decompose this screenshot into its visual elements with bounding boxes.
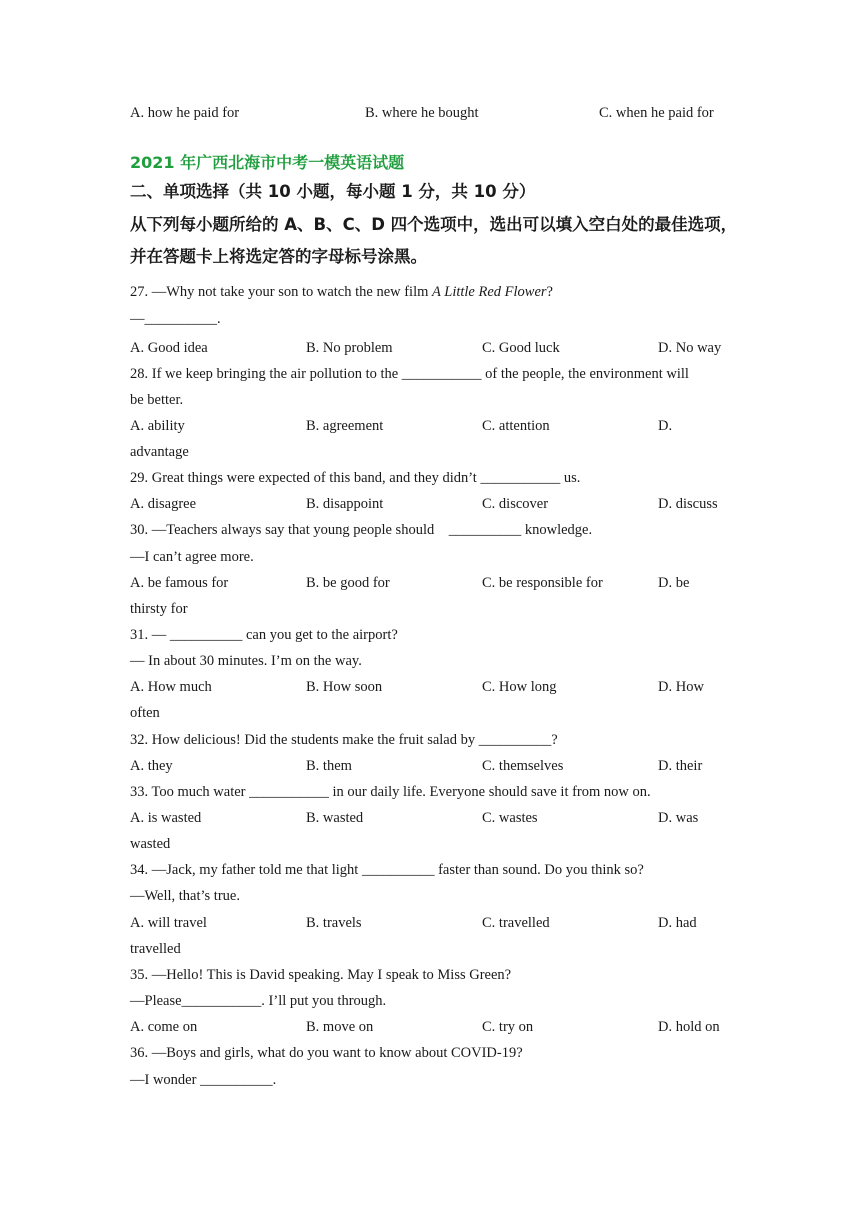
option-b: B. disappoint bbox=[306, 496, 384, 512]
question-29-stem: 29. Great things were expected of this band, and they didn’t ___________ us. bbox=[130, 470, 581, 486]
question-28-stem-cont: be better. bbox=[130, 392, 184, 408]
option-a: A. be famous for bbox=[130, 575, 229, 591]
option-d: D. bbox=[658, 418, 673, 434]
option-d-wrap: advantage bbox=[130, 444, 189, 460]
option-d-wrap: travelled bbox=[130, 941, 181, 957]
option-a: A. come on bbox=[130, 1019, 198, 1035]
question-27-stem: 27. —Why not take your son to watch the new film A Little Red Flower? bbox=[130, 284, 553, 300]
question-27-reply: —__________. bbox=[130, 311, 221, 327]
question-32-stem: 32. How delicious! Did the students make the fruit salad by __________? bbox=[130, 732, 558, 748]
option-d-wrap: wasted bbox=[130, 836, 171, 852]
question-34-stem: 34. —Jack, my father told me that light __________ faster than sound. Do you think so? bbox=[130, 862, 644, 878]
option-c: C. wastes bbox=[482, 810, 538, 826]
option-d: D. No way bbox=[658, 340, 722, 356]
option-c: C. How long bbox=[482, 679, 557, 695]
option-c: C. Good luck bbox=[482, 340, 560, 356]
question-27-options bbox=[130, 338, 750, 358]
section-heading: 二、单项选择（共 10 小题，每小题 1 分，共 10 分） bbox=[130, 182, 536, 201]
section-instructions: 从下列每小题所给的 A、B、C、D 四个选项中，选出可以填入空白处的最佳选项，并在答题卡上将选定答的字母标号涂黑。 bbox=[130, 215, 738, 266]
question-30-stem: 30. —Teachers always say that young people should __________ knowledge. bbox=[130, 522, 593, 538]
question-29-options bbox=[130, 494, 750, 514]
option-c: C. when he paid for bbox=[599, 105, 714, 121]
question-35-stem: 35. —Hello! This is David speaking. May I speak to Miss Green? bbox=[130, 967, 512, 983]
question-30-reply: —I can’t agree more. bbox=[130, 549, 254, 565]
question-34-reply: —Well, that’s true. bbox=[130, 888, 240, 904]
option-d: D. discuss bbox=[658, 496, 718, 512]
option-d: D. had bbox=[658, 915, 697, 931]
option-b: B. be good for bbox=[306, 575, 390, 591]
option-a: A. how he paid for bbox=[130, 105, 240, 121]
question-33-stem: 33. Too much water ___________ in our daily life. Everyone should save it from now on. bbox=[130, 784, 651, 800]
option-a: A. they bbox=[130, 758, 173, 774]
option-c: C. travelled bbox=[482, 915, 550, 931]
option-b: B. them bbox=[306, 758, 352, 774]
option-c: C. themselves bbox=[482, 758, 564, 774]
question-36-stem: 36. —Boys and girls, what do you want to know about COVID-19? bbox=[130, 1045, 523, 1061]
question-30-options bbox=[130, 573, 750, 593]
options-row-top bbox=[130, 103, 750, 123]
question-36-reply: —I wonder __________. bbox=[130, 1072, 277, 1088]
option-b: B. agreement bbox=[306, 418, 384, 434]
option-c: C. discover bbox=[482, 496, 549, 512]
option-d: D. How bbox=[658, 679, 704, 695]
option-b: B. How soon bbox=[306, 679, 383, 695]
option-b: B. where he bought bbox=[365, 105, 479, 121]
option-a: A. disagree bbox=[130, 496, 197, 512]
option-b: B. wasted bbox=[306, 810, 364, 826]
option-a: A. will travel bbox=[130, 915, 207, 931]
option-d: D. hold on bbox=[658, 1019, 720, 1035]
option-d: D. was bbox=[658, 810, 699, 826]
question-31-options bbox=[130, 677, 750, 697]
option-d: D. their bbox=[658, 758, 703, 774]
question-33-options bbox=[130, 808, 750, 828]
option-a: A. How much bbox=[130, 679, 212, 695]
question-28-options bbox=[130, 416, 750, 436]
option-c: C. attention bbox=[482, 418, 550, 434]
option-b: B. No problem bbox=[306, 340, 393, 356]
option-a: A. is wasted bbox=[130, 810, 202, 826]
question-31-stem: 31. — __________ can you get to the airport? bbox=[130, 627, 398, 643]
question-32-options bbox=[130, 756, 750, 776]
option-c: C. be responsible for bbox=[482, 575, 603, 591]
question-34-options bbox=[130, 913, 750, 933]
exam-title: 2021 年广西北海市中考一模英语试题 bbox=[130, 153, 405, 172]
option-d-wrap: often bbox=[130, 705, 160, 721]
option-a: A. Good idea bbox=[130, 340, 208, 356]
question-35-reply: —Please___________. I’ll put you through. bbox=[130, 993, 387, 1009]
option-b: B. move on bbox=[306, 1019, 374, 1035]
option-c: C. try on bbox=[482, 1019, 534, 1035]
question-28-stem: 28. If we keep bringing the air pollution to the ___________ of the people, the environment will bbox=[130, 366, 689, 382]
option-d-wrap: thirsty for bbox=[130, 601, 188, 617]
question-35-options bbox=[130, 1017, 750, 1037]
option-a: A. ability bbox=[130, 418, 185, 434]
option-d: D. be bbox=[658, 575, 690, 591]
option-b: B. travels bbox=[306, 915, 362, 931]
question-31-reply: — In about 30 minutes. I’m on the way. bbox=[130, 653, 362, 669]
